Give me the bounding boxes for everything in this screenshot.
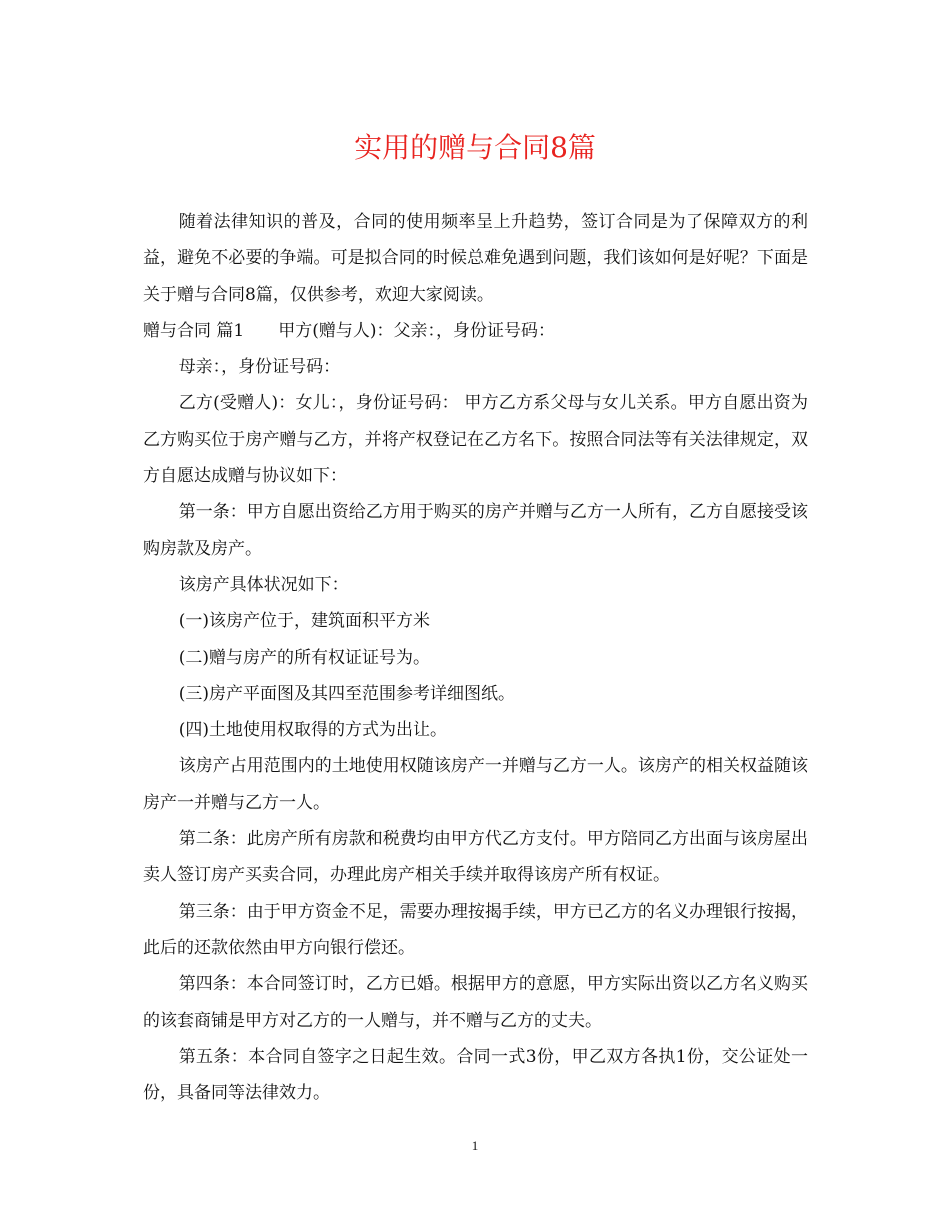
property-item-4: (四)土地使用权取得的方式为出让。 <box>178 720 447 741</box>
section-heading-line <box>143 313 808 349</box>
page-number: 1 <box>471 1138 479 1153</box>
party-a-line: 甲方(赠与人)：父亲：，身份证号码： <box>278 320 555 341</box>
party-b-paragraph: 乙方(受赠人)：女儿：，身份证号码： 甲方乙方系父母与女儿关系。甲方自愿出资为乙方购买位于房产赠与乙方，并将产权登记在乙方名下。按照合同法等有关法律规定，双方自愿达成赠与协议如下： <box>143 393 808 487</box>
article-3: 第三条：由于甲方资金不足，需要办理按揭手续，甲方已乙方的名义办理银行按揭，此后的还款依然由甲方向银行偿还。 <box>143 901 808 958</box>
article-4: 第四条：本合同签订时，乙方已婚。根据甲方的意愿，甲方实际出资以乙方名义购买的该套商铺是甲方对乙方的一人赠与，并不赠与乙方的丈夫。 <box>143 974 808 1031</box>
property-intro: 该房产具体状况如下： <box>178 574 349 595</box>
document-title: 实用的赠与合同8篇 <box>354 131 596 164</box>
section-heading: 赠与合同 篇1 <box>143 320 245 341</box>
intro-paragraph: 随着法律知识的普及，合同的使用频率呈上升趋势，签订合同是为了保障双方的利益，避免不必要的争端。可是拟合同的时候总难免遇到问题，我们该如何是好呢？下面是关于赠与合同8篇，仅供参考，欢迎大家阅读。 <box>143 212 808 305</box>
article-2: 第二条：此房产所有房款和税费均由甲方代乙方支付。甲方陪同乙方出面与该房屋出卖人签订房产买卖合同，办理此房产相关手续并取得该房产所有权证。 <box>143 829 808 886</box>
mother-line: 母亲：，身份证号码： <box>178 357 341 378</box>
property-item-1: (一)该房产位于，建筑面积平方米 <box>178 611 430 632</box>
article-5: 第五条：本合同自签字之日起生效。合同一式3份，甲乙双方各执1份，交公证处一份，具备同等法律效力。 <box>143 1046 808 1104</box>
property-item-3: (三)房产平面图及其四至范围参考详细图纸。 <box>178 683 515 704</box>
article-1: 第一条：甲方自愿出资给乙方用于购买的房产并赠与乙方一人所有，乙方自愿接受该购房款及房产。 <box>143 502 808 559</box>
land-rights-paragraph: 该房产占用范围内的土地使用权随该房产一并赠与乙方一人。该房产的相关权益随该房产一并赠与乙方一人。 <box>143 756 808 813</box>
property-item-2: (二)赠与房产的所有权证证号为。 <box>178 647 430 668</box>
document-body <box>143 204 808 1111</box>
